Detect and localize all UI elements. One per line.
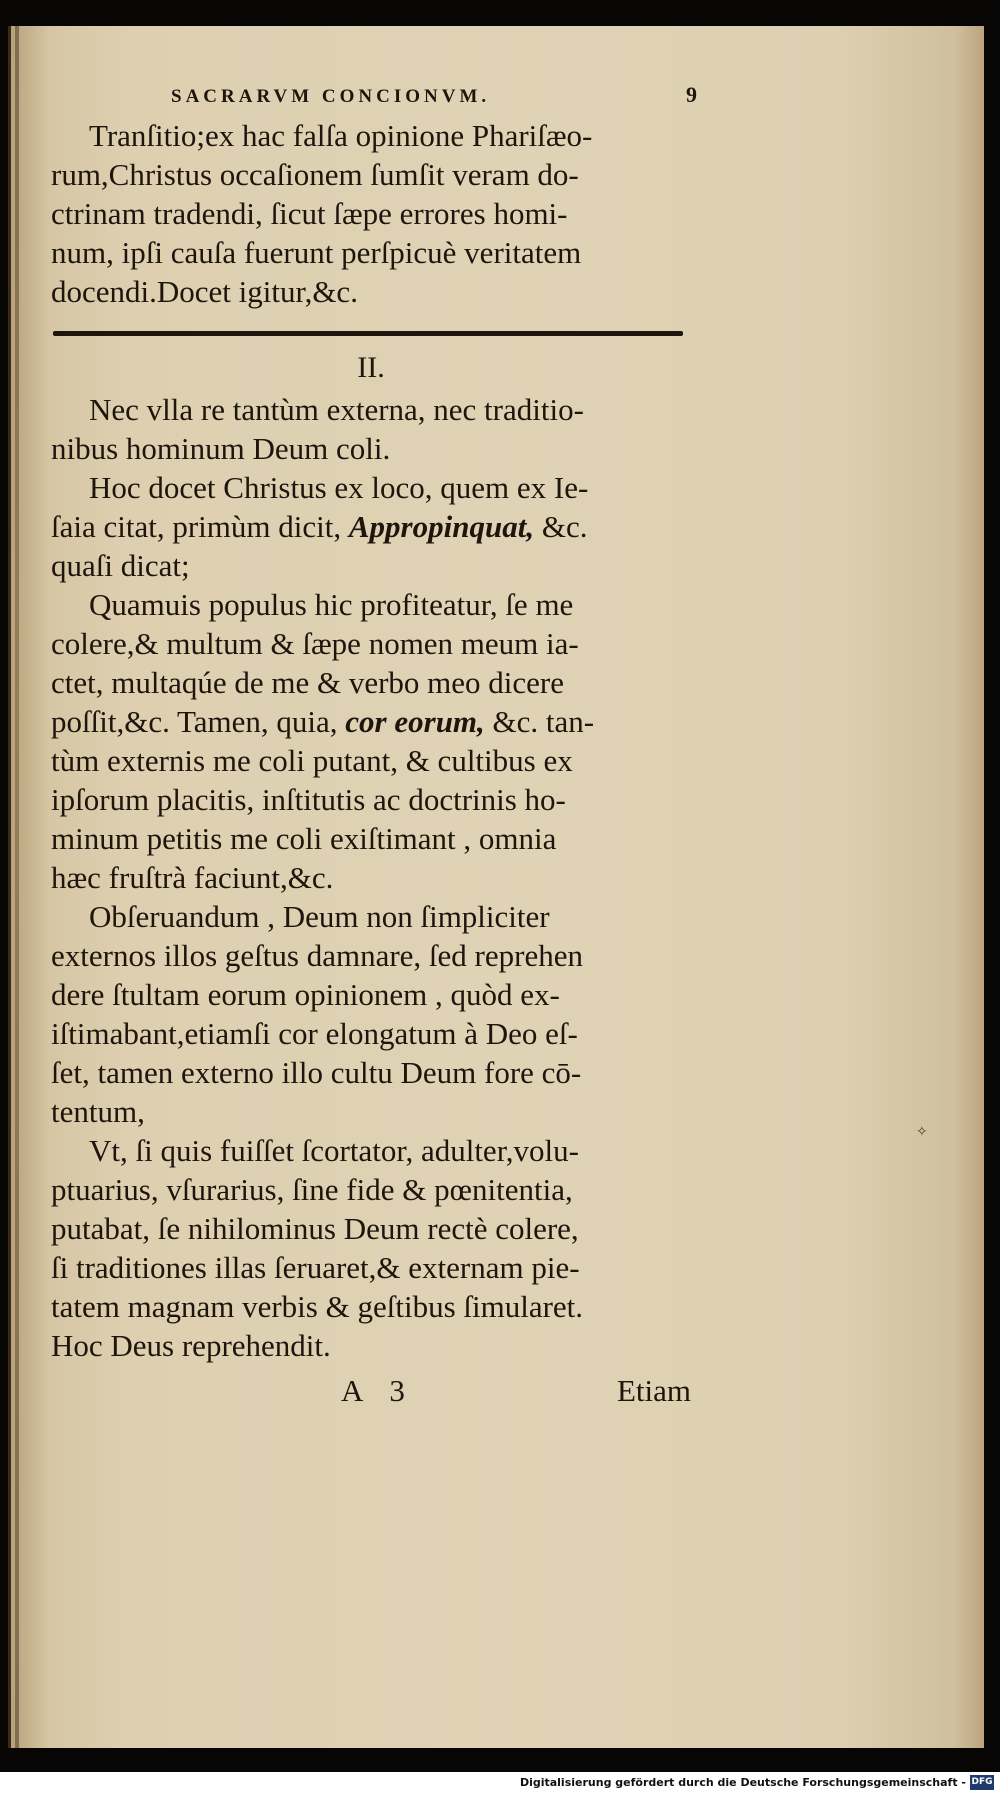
digitization-footer: [0, 1772, 1000, 1795]
text-run: &c.: [534, 509, 588, 544]
running-head-title: SACRARVM CONCIONVM.: [171, 86, 491, 107]
text-line: dere ſtultam eorum opinionem , quòd ex-: [51, 977, 560, 1012]
book-page: [8, 26, 984, 1748]
text-line: tatem magnam verbis & geſtibus ſimularet.: [51, 1289, 584, 1324]
page-content: [51, 82, 697, 1409]
text-line: ſi traditiones illas ſeruaret,& externam pie-: [51, 1250, 580, 1285]
text-line: [51, 702, 691, 741]
italic-quote: Appropinquat,: [348, 509, 535, 544]
text-run: &c. tan-: [484, 704, 595, 739]
obseruandum-paragraph: [51, 897, 691, 1131]
text-line: ipſorum placitis, inſtitutis ac doctrinis ho-: [51, 782, 566, 817]
hoc-docet-paragraph: [51, 468, 691, 585]
text-line: Vt, ſi quis fuiſſet ſcortator, adulter,volu-: [89, 1133, 579, 1168]
funding-notice: Digitalisierung gefördert durch die Deutsche Forschungsgemeinschaft -: [519, 1776, 966, 1789]
text-line: [51, 507, 691, 546]
text-line: putabat, ſe nihilominus Deum rectè colere,: [51, 1211, 579, 1246]
page-footer-line: [51, 1373, 691, 1409]
text-line: Quamuis populus hic profiteatur, ſe me: [89, 587, 574, 622]
page-number: 9: [686, 82, 697, 107]
running-head: [51, 82, 697, 116]
horizontal-rule: [53, 331, 683, 336]
text-run: ſaia citat, primùm dicit,: [51, 509, 349, 544]
text-line: quaſi dicat;: [51, 548, 190, 583]
text-line: ctet, multaqúe de me & verbo meo dicere: [51, 665, 565, 700]
text-run: poſſit,&c. Tamen, quia,: [51, 704, 346, 739]
text-line: rum,Christus occaſionem ſumſit veram do-: [51, 157, 579, 192]
text-line: colere,& multum & ſæpe nomen meum ia-: [51, 626, 579, 661]
text-line: tentum,: [51, 1094, 145, 1129]
text-line: ptuarius, vſurarius, ſine fide & pœnitentia,: [51, 1172, 573, 1207]
text-line: Hoc docet Christus ex loco, quem ex Ie-: [89, 470, 589, 505]
text-line: docendi.Docet igitur,&c.: [51, 274, 358, 309]
text-line: Hoc Deus reprehendit.: [51, 1328, 331, 1363]
dfg-logo: DFG: [970, 1775, 994, 1790]
section-number: II.: [357, 351, 385, 384]
text-line: minum petitis me coli exiſtimant , omnia: [51, 821, 557, 856]
italic-quote: cor eorum,: [345, 704, 485, 739]
text-line: ctrinam tradendi, ſicut ſæpe errores homi-: [51, 196, 568, 231]
transitio-paragraph: [51, 116, 691, 311]
text-line: Tranſitio;ex hac falſa opinione Phariſæo-: [89, 118, 593, 153]
thesis-paragraph: [51, 390, 691, 468]
signature-mark: A 3: [341, 1373, 415, 1408]
text-line: externos illos geſtus damnare, ſed reprehen: [51, 938, 583, 973]
text-line: num, ipſi cauſa fuerunt perſpicuè veritatem: [51, 235, 582, 270]
text-line: iſtimabant,etiamſi cor elongatum à Deo eſ-: [51, 1016, 578, 1051]
quamuis-paragraph: [51, 585, 691, 897]
text-line: Obſeruandum , Deum non ſimpliciter: [89, 899, 550, 934]
text-line: nibus hominum Deum coli.: [51, 431, 391, 466]
text-line: Nec vlla re tantùm externa, nec traditio-: [89, 392, 584, 427]
ink-speck: ✧: [916, 1125, 928, 1140]
text-line: ſet, tamen externo illo cultu Deum fore cō-: [51, 1055, 582, 1090]
gutter-shadow: [15, 26, 19, 1748]
text-line: tùm externis me coli putant, & cultibus ex: [51, 743, 573, 778]
text-line: hæc fruſtrà faciunt,&c.: [51, 860, 334, 895]
catchword: Etiam: [616, 1373, 691, 1408]
vt-si-paragraph: [51, 1131, 691, 1365]
